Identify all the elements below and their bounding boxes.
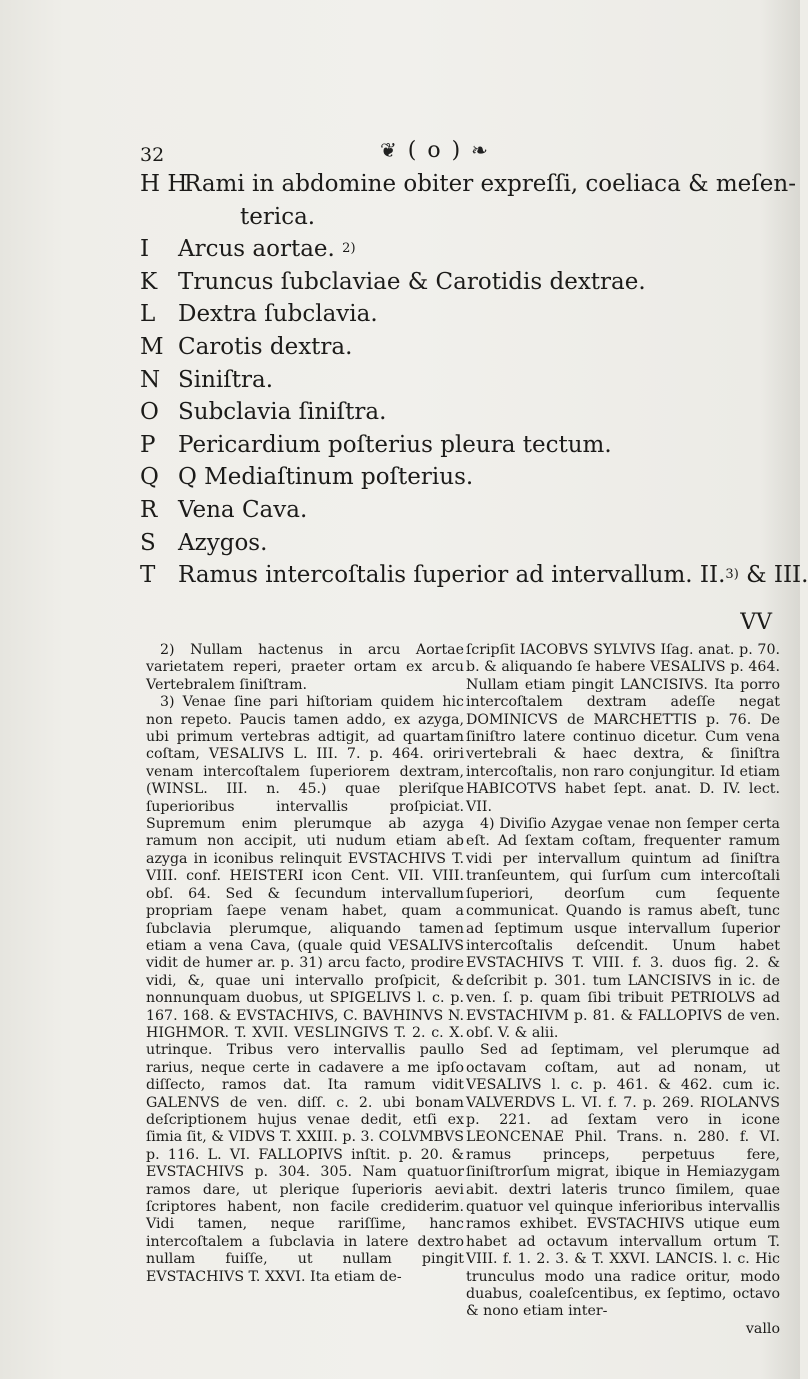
legend-text: Arcus aortae. [178,236,335,263]
legend-key: Q [140,464,159,491]
legend-key: L [140,301,156,328]
legend-text: Rami in abdomine obiter expreſſi, coeliaca & meſen- [184,171,797,197]
footnote-ref: 3) [725,567,739,583]
footnotes-left-column [146,642,464,1286]
legend-key: H H [140,171,188,197]
footnotes-right-column [466,642,780,1338]
legend-row [140,396,780,429]
legend-row [140,266,780,299]
footnote-paragraph: 2) Nullam hactenus in arcu Aortae varietatem reperi, praeter ortam ex arcu Vertebralem ſiniſtram. [146,642,464,693]
legend-row [140,331,780,364]
legend-text: Vena Cava. [178,496,308,523]
legend-text: Carotis dextra. [178,333,353,360]
legend-row [140,494,780,527]
legend-key: N [140,366,161,393]
legend-row [140,527,780,560]
catchword: VV [740,610,772,635]
legend-row [140,364,780,397]
legend-text: Siniſtra. [178,366,274,393]
legend-key: O [140,399,159,426]
fleuron-right-icon: ❧ [471,138,490,162]
legend-row [140,233,780,266]
legend-text: Azygos. [178,529,268,556]
running-head: ( o ) [407,138,463,163]
legend-key: S [140,529,156,556]
legend-row [140,559,808,592]
legend-text: Q Mediaſtinum poſterius. [178,464,474,491]
legend-text: Subclavia ſiniſtra. [178,399,387,426]
legend-row [140,429,780,462]
footnote-ref: 2) [342,241,356,257]
legend-text-continuation: terica. [240,203,316,230]
fleuron-left-icon: ❦ [380,138,399,162]
legend-text: Truncus ſubclaviae & Carotidis dextrae. [178,268,646,295]
running-head-ornament [380,138,490,163]
legend-row [140,461,780,494]
figure-legend [140,168,808,592]
footnote-paragraph: Sed ad ſeptimam, vel plerumque ad octavam coſtam, aut ad nonam, ut VESALIVS l. c. p. 461. & 462. cum ic. VALVERDVS L. VI. f. 7. p. 269. RIOLANVS p. 221. ad ſextam vero in icone LEONCENAE Phil. Trans. n. 280. f. VI. ramus princeps, perpetuus fere, ſiniſtrorſum migrat, ibique in Hemiazygam abit. dextri lateris trunco ſimilem, quae quatuor vel quinque inferioribus intervallis ramos exhibet. EVSTACHIVS utique eum habet ad octavum intervallum ortum T. VIII. f. 1. 2. 3. & T. XXVI. LANCIS. l. c. Hic trunculus modo una radice oritur, modo duabus, coaleſcentibus, ex ſeptimo, octavo & nono etiam inter- [466,1042,780,1320]
legend-row [140,298,780,331]
legend-text: Ramus intercoſtalis ſuperior ad intervallum. II. [178,562,726,589]
legend-key: I [140,236,150,263]
legend-text: Dextra ſubclavia. [178,301,378,328]
footnote-paragraph: 3) Venae ſine pari hiſtoriam quidem hic non repeto. Paucis tamen addo, ex azyga, ubi primum vertebras adtigit, ad quartam coſtam, VESALIVS L. III. 7. p. 464. oriri venam intercoſtalem ſuperiorem dextram, (WINSL. III. n. 45.) quae pleriſque ſuperioribus intervallis proſpiciat. Supremum enim plerumque ab azyga ramum non accipit, uti nudum etiam ab azyga in iconibus relinquit EVSTACHIVS T. VIII. conf. HEISTERI icon Cent. VII. VIII. obſ. 64. Sed & ſecundum intervallum propriam ſaepe venam habet, quam a ſubclavia plerumque, aliquando tamen etiam a vena Cava, (quale quid VESALIVS vidit de humer ar. p. 31) arcu facto, prodire vidi, &, quae uni intervallo proſpicit, & nonnunquam duobus, ut SPIGELIVS l. c. p. 167. 168. & EVSTACHIVS, C. BAVHINVS N. HIGHMOR. T. XVII. VESLINGIVS T. 2. c. X. utrinque. Tribus vero intervallis paullo rarius, neque certe in cadavere a me ipſo diſſecto, ramos dat. Ita ramum vidit GALENVS de ven. diſſ. c. 2. ubi bonam deſcriptionem hujus venae dedit, etſi ex ſimia ſit, & VIDVS T. XXIII. p. 3. COLVMBVS p. 116. L. VI. FALLOPIVS inſtit. p. 20. & EVSTACHIVS p. 304. 305. Nam quatuor ramos dare, ut plerique ſuperioris aevi ſcriptores habent, non facile crediderim. Vidi tamen, neque rariſſime, hanc intercoſtalem a ſubclavia in latere dextro nullam fuiſſe, ut nullam pingit EVSTACHIVS T. XXVI. Ita etiam de- [146,694,464,1285]
footnote-paragraph: ſcripſit IACOBVS SYLVIVS Iſag. anat. p. 70. b. & aliquando ſe habere VESALIVS p. 464. Nullam etiam pingit LANCISIVS. Ita porro intercoſtalem dextram adeſſe negat DOMINICVS de MARCHETTIS p. 76. De ſiniſtro latere continuo dicetur. Cum vena vertebrali & haec dextra, & ſiniſtra intercoſtalis, non raro conjungitur. Id etiam HABICOTVS habet ſept. anat. D. IV. lect. VII. [466,642,780,815]
legend-key: P [140,431,156,458]
legend-key: T [140,562,156,589]
legend-text-tail: & III. [746,562,808,589]
legend-key: M [140,333,164,360]
legend-key: K [140,268,158,295]
legend-key: R [140,496,158,523]
legend-text: Pericardium poſterius pleura tectum. [178,431,612,458]
footnote-paragraph-end: vallo [745,1320,780,1337]
legend-row [140,168,797,233]
page-header [140,138,780,168]
footnote-paragraph: 4) Diviſio Azygae venae non ſemper certa eſt. Ad ſextam coſtam, frequenter ramum vidi per intervallum quintum ad ſiniſtra tranſeuntem, qui ſurſum cum intercoſtali ſuperiori, deorſum cum ſequente communicat. Quando is ramus abeſt, tunc ad ſeptimum usque intervallum ſuperior intercoſtalis deſcendit. Unum habet EVSTACHIVS T. VIII. f. 3. duos fig. 2. & deſcribit p. 301. tum LANCISIVS in ic. de ven. ſ. p. quam ſibi tribuit PETRIOLVS ad EVSTACHIVM p. 81. & FALLOPIVS de ven. obſ. V. & alii. [466,816,780,1041]
page-number: 32 [140,144,165,166]
